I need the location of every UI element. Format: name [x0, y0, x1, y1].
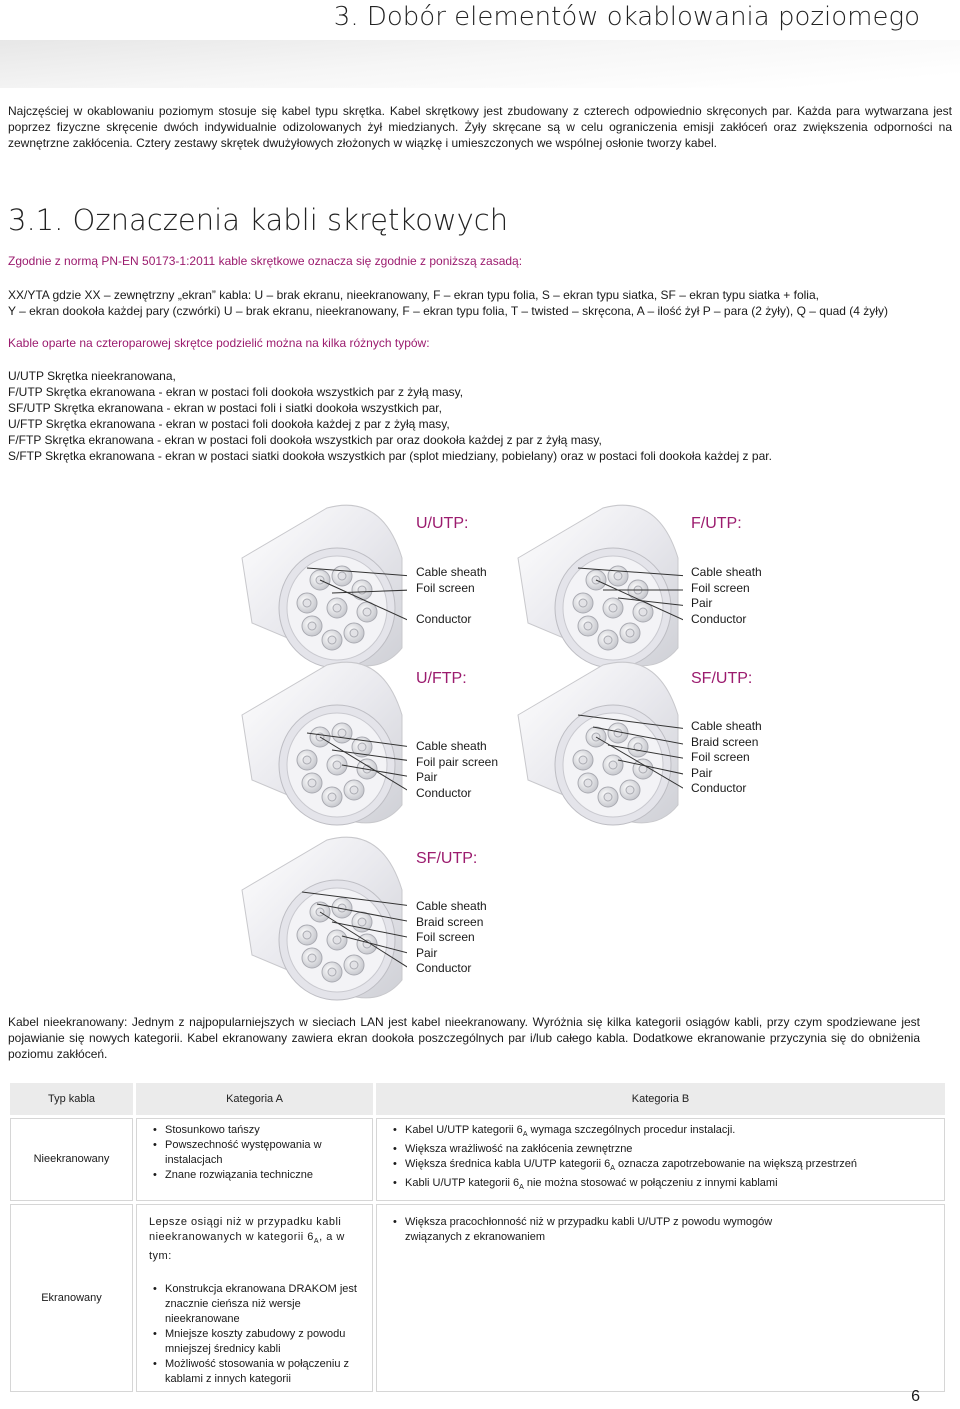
- intro-paragraph: Najczęściej w okablowaniu poziomym stosuje się kabel typu skrętka. Kabel skrętkowy jest zbudowany z czterech odpowiednio skręconych par. Każda para wytwarzana jest poprzez fizyczne skręcenie dwóch indywidualnie odizolowanych żył miedzianych. Żyły skręcane są w celu ograniczenia emisji zakłóceń oraz zwiększenia odporności na zewnętrzne zakłócenia. Cztery zestawy skrętek dwużyłowych złożonych w wiązkę i umieszczonych we wspólnej osłonie tworzy kabel.: [8, 104, 952, 150]
- cable-title: SF/UTP:: [691, 670, 753, 687]
- list-item: F/UTP Skrętka ekranowana - ekran w postaci foli dookoła wszystkich par z żyłą masy,: [8, 385, 464, 399]
- cable-label: Conductor: [691, 781, 747, 796]
- list-item: F/FTP Skrętka ekranowana - ekran w postaci foli dookoła wszystkich par oraz dookoła każdej z par z żyłą masy,: [8, 433, 602, 447]
- cable-label: Conductor: [416, 785, 472, 800]
- cable-title: U/UTP:: [416, 515, 469, 532]
- cable-title: SF/UTP:: [416, 850, 478, 867]
- cable-label: Pair: [691, 765, 713, 780]
- cable-label: Foil screen: [691, 580, 750, 595]
- list-item: • Konstrukcja ekranowana DRAKOM jest znacznie cieńsza niż wersje nieekranowane: [157, 1282, 364, 1327]
- list-item: • Znane rozwiązania techniczne: [157, 1168, 364, 1183]
- cable-labels: [691, 565, 762, 627]
- cable-label: Foil screen: [416, 930, 475, 945]
- table-cell-cat-b: [376, 1118, 945, 1201]
- list-item: • Kabli U/UTP kategorii $6_A$ nie można stosować w połączeniu z innymi kablami: [397, 1176, 936, 1195]
- cable-illustration-uftp: [232, 655, 407, 830]
- cable-label: Cable sheath: [416, 565, 487, 579]
- cable-label: Conductor: [691, 611, 747, 626]
- cable-label: Cable sheath: [691, 719, 762, 733]
- table-cell-cat-a: [136, 1118, 373, 1201]
- designation-rule-line: Y – ekran dookoła każdej pary (czwórki) U – brak ekranu, nieekranowany, F – ekran typu folia, T – twisted – skręcona, A – ilość żył P – para (2 żyły), Q – quad (4 żyły): [8, 304, 888, 318]
- page-title: 3. Dobór elementów okablowania poziomego: [333, 2, 920, 32]
- cable-label: Foil screen: [416, 580, 475, 595]
- cable-labels: [416, 565, 487, 627]
- list-item: • Kabel U/UTP kategorii $6_A$ wymaga szczególnych procedur instalacji.: [397, 1123, 936, 1142]
- cable-label: Pair: [416, 945, 438, 960]
- list-item: U/FTP Skrętka ekranowana - ekran w postaci foli dookoła każdej z par z żyłą masy,: [8, 417, 450, 431]
- page-number: 6: [911, 1388, 920, 1405]
- cable-label: Pair: [416, 770, 438, 785]
- list-item: • Możliwość stosowania w połączeniu z kablami z innych kategorii: [157, 1357, 364, 1387]
- table-cell-type: Ekranowany: [10, 1204, 133, 1392]
- cable-label: Conductor: [416, 611, 472, 626]
- list-item: • Większa wrażliwość na zakłócenia zewnętrzne: [397, 1142, 936, 1157]
- cable-illustration-uutp: [232, 498, 407, 673]
- cable-title: F/UTP:: [691, 515, 742, 532]
- table-cell-cat-b: [376, 1204, 945, 1392]
- header-background: [0, 40, 960, 88]
- cable-label: Pair: [691, 596, 713, 611]
- cable-labels: [416, 739, 498, 801]
- cable-label: Foil screen: [691, 750, 750, 765]
- bottom-paragraph: Kabel nieekranowany: Jednym z najpopularniejszych w sieciach LAN jest kabel nieekranowany. Wyróżnia się kilka kategorii osiągów kabli, przy czym spodziewane jest pojawianie się nowych kategorii. Kabel ekranowany zawiera ekran dookoła poszczególnych par i/lub całego kabla. Dodatkowe ekranowanie przyczynia się do obniżenia poziomu zakłóceń.: [8, 1015, 920, 1061]
- cable-label: Conductor: [416, 961, 472, 976]
- cable-title: U/FTP:: [416, 670, 467, 687]
- list-item: • Większa pracochłonność niż w przypadku kabli U/UTP z powodu wymogów związanych z ekranowaniem: [397, 1215, 785, 1245]
- list-item: S/FTP Skrętka ekranowana - ekran w postaci siatki dookoła wszystkich par (splot miedziany, pobielany) oraz w postaci foli dookoła każdej z par.: [8, 449, 772, 463]
- types-intro: Kable oparte na czteroparowej skrętce podzielić można na kilka różnych typów:: [8, 336, 430, 350]
- comparison-table: [7, 1080, 948, 1395]
- list-item: • Większa średnica kabla U/UTP kategorii $6_A$ oznacza zapotrzebowanie na większą przestrzeń: [397, 1157, 936, 1176]
- cable-label: Cable sheath: [416, 899, 487, 913]
- table-row: [10, 1204, 945, 1392]
- table-row: [10, 1118, 945, 1201]
- table-cell-type: Nieekranowany: [10, 1118, 133, 1201]
- cable-label: [416, 596, 487, 612]
- cable-illustration-sfutp: [508, 655, 683, 830]
- cable-label: Cable sheath: [691, 565, 762, 579]
- list-item: U/UTP Skrętka nieekranowana,: [8, 369, 176, 383]
- designation-rule-line: XX/YTA gdzie XX – zewnętrzny „ekran” kabla: U – brak ekranu, nieekranowany, F – ekran typu folia, S – ekran typu siatka, SF – ekran typu siatka + folia,: [8, 288, 819, 302]
- list-item: SF/UTP Skrętka ekranowana - ekran w postaci foli i siatki dookoła wszystkich par,: [8, 401, 442, 415]
- list-item: • Powszechność występowania w instalacjach: [157, 1138, 364, 1168]
- cable-labels: [691, 719, 762, 797]
- table-cell-cat-a: [136, 1204, 373, 1392]
- standard-line: Zgodnie z normą PN-EN 50173-1:2011 kable skrętkowe oznacza się zgodnie z poniższą zasadą:: [8, 254, 523, 268]
- list-item: • Stosunkowo tańszy: [157, 1123, 364, 1138]
- cable-illustration-sfutp-2: [232, 830, 407, 1005]
- table-header-cat-a: Kategoria A: [136, 1083, 373, 1115]
- types-list: [8, 368, 952, 464]
- cable-label: Foil pair screen: [416, 754, 499, 769]
- section-title: 3.1. Oznaczenia kabli skrętkowych: [8, 203, 509, 237]
- table-header-type: Typ kabla: [10, 1083, 133, 1115]
- cable-label: Cable sheath: [416, 739, 487, 753]
- cable-label: Braid screen: [691, 734, 759, 749]
- list-item: • Mniejsze koszty zabudowy z powodu mniejszej średnicy kabli: [157, 1327, 364, 1357]
- cable-label: Braid screen: [416, 914, 484, 929]
- cable-labels: [416, 899, 487, 977]
- cable-illustration-futp: [508, 498, 683, 673]
- table-header-cat-b: Kategoria B: [376, 1083, 945, 1115]
- designation-rules: [8, 287, 952, 319]
- cat-a-intro: Lepsze osiągi niż w przypadku kabli nieekranowanych w kategorii $6_A$, a w tym:: [149, 1215, 345, 1262]
